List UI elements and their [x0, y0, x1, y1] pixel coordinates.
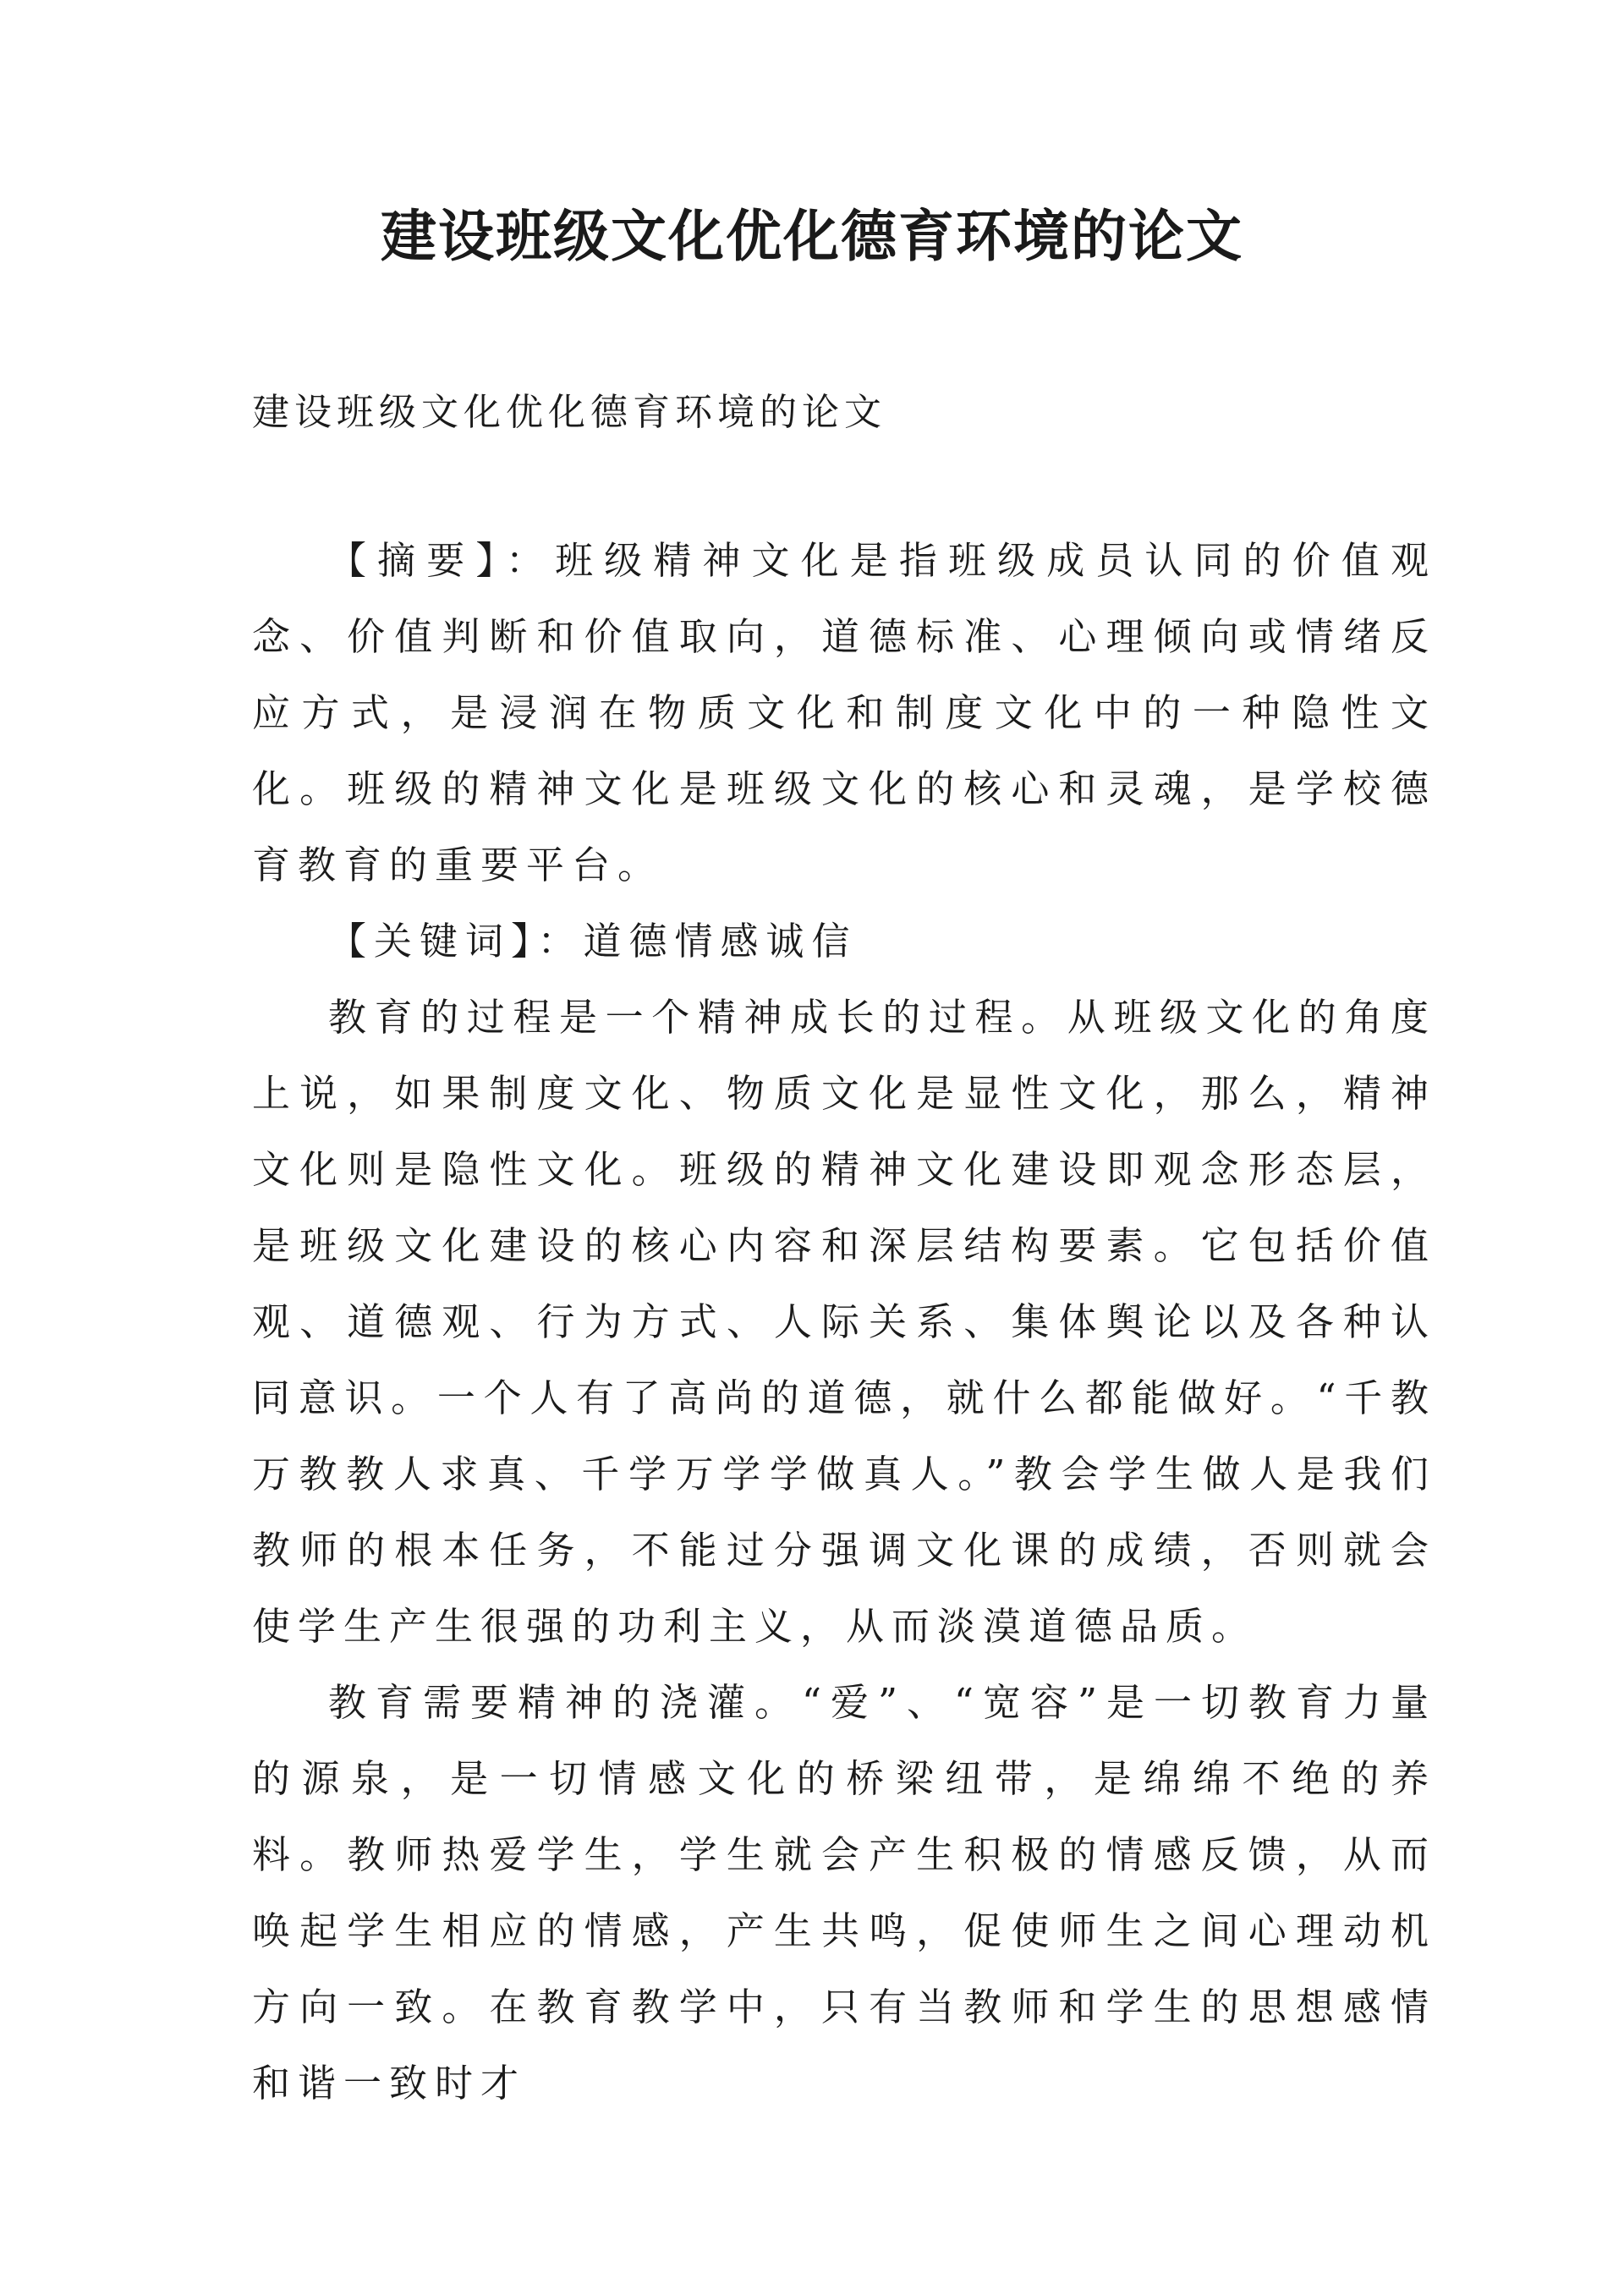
abstract-paragraph: 【摘要】：班级精神文化是指班级成员认同的价值观念、价值判断和价值取向，道德标准、心理倾向或情绪反应方式，是浸润在物质文化和制度文化中的一种隐性文化。班级的精神文化是班级文化的核心和灵魂，是学校德育教育的重要平台。 — [252, 538, 1436, 887]
body-paragraph: 教育的过程是一个精神成长的过程。从班级文化的角度上说，如果制度文化、物质文化是显性文化，那么，精神文化则是隐性文化。班级的精神文化建设即观念形态层，是班级文化建设的核心内容和深层结构要素。它包括价值观、道德观、行为方式、人际关系、集体舆论以及各种认同意识。一个人有了高尚的道德，就什么都能做好。“千教万教教人求真、千学万学学做真人。”教会学生做人是我们教师的根本任务，不能过分强调文化课的成绩，否则就会使学生产生很强的功利主义，从而淡漠道德品质。 — [252, 995, 1436, 1649]
document-subtitle: 建设班级文化优化德育环境的论文 — [252, 391, 886, 434]
keywords-paragraph: 【关键词】：道德情感诚信 — [328, 919, 858, 964]
document-body — [252, 523, 1436, 2122]
body-paragraph: 教育需要精神的浇灌。“爱”、“宽容”是一切教育力量的源泉，是一切情感文化的桥梁纽带，是绵绵不绝的养料。教师热爱学生，学生就会产生积极的情感反馈，从而唤起学生相应的情感，产生共鸣，促使师生之间心理动机方向一致。在教育教学中，只有当教师和学生的思想感情和谐一致时才 — [252, 1680, 1436, 2106]
document-title: 建设班级文化优化德育环境的论文 — [381, 204, 1243, 269]
